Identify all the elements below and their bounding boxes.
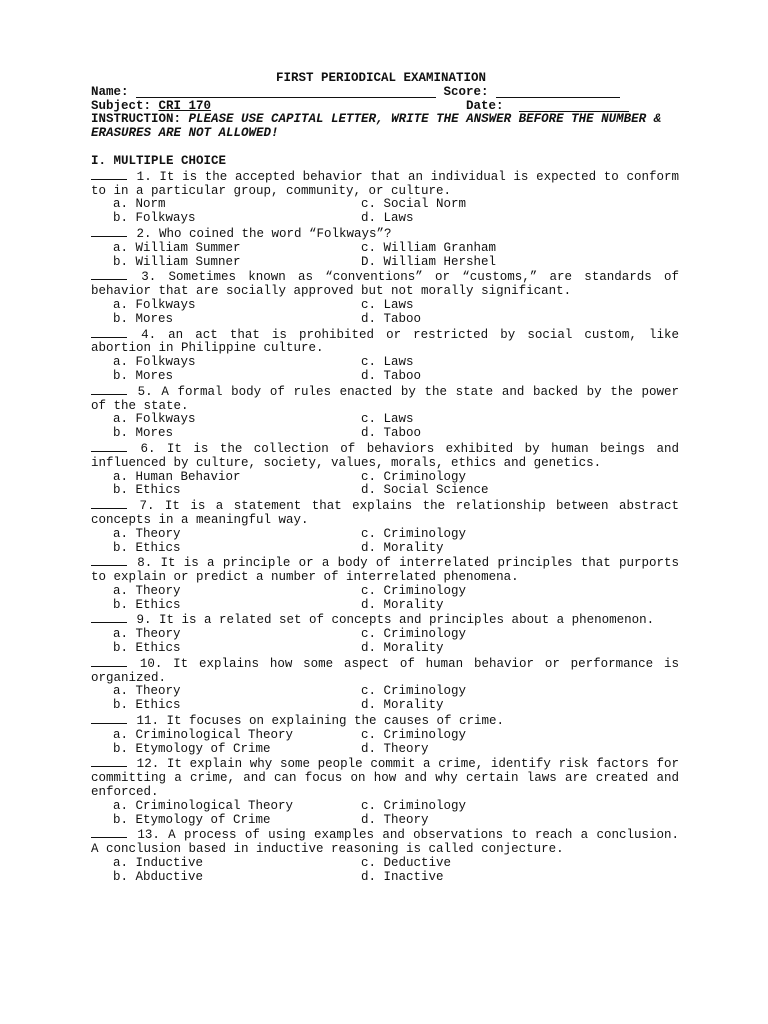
question-text: 8. It is a principle or a body of interrelated principles that purports to explain or predict a number of interrelated phenomena. — [91, 556, 679, 585]
option-grid — [91, 857, 691, 885]
answer-option: b. Etymology of Crime — [113, 812, 271, 827]
answer-option: a. Folkways — [113, 412, 196, 427]
subject-label: Subject: — [91, 98, 152, 113]
answer-option: d. Morality — [361, 597, 444, 612]
answer-option: a. Theory — [113, 627, 181, 642]
answer-option: b. Mores — [113, 426, 174, 441]
option-grid — [91, 800, 691, 828]
subject-value: CRI 170 — [158, 98, 212, 113]
answer-option: c. Laws — [361, 412, 414, 427]
answer-option: d. Morality — [361, 540, 444, 555]
question-text-row — [91, 612, 679, 628]
score-blank[interactable] — [496, 86, 620, 98]
question-item — [91, 612, 691, 655]
answer-option: a. Human Behavior — [113, 469, 241, 484]
answer-option: d. Social Science — [361, 483, 489, 498]
question-item — [91, 756, 691, 827]
answer-option: b. Ethics — [113, 597, 181, 612]
answer-option: d. Taboo — [361, 426, 422, 441]
question-text-row — [91, 269, 679, 299]
answer-option: c. Criminology — [361, 526, 467, 541]
answer-option: d. Taboo — [361, 368, 422, 383]
answer-option: c. William Granham — [361, 240, 497, 255]
answer-blank[interactable] — [91, 827, 127, 838]
option-grid — [91, 242, 691, 270]
answer-option: a. William Summer — [113, 240, 241, 255]
date-label: Date: — [466, 98, 504, 113]
question-item — [91, 327, 691, 384]
section-title: I. MULTIPLE CHOICE — [91, 153, 227, 168]
question-text-row — [91, 441, 679, 471]
question-item — [91, 169, 691, 226]
answer-option: c. Criminology — [361, 798, 467, 813]
answer-blank[interactable] — [91, 327, 127, 338]
exam-document — [91, 72, 691, 885]
option-grid — [91, 356, 691, 384]
answer-blank[interactable] — [91, 713, 127, 724]
answer-option: c. Criminology — [361, 684, 467, 699]
subject-date-row — [91, 100, 691, 114]
answer-option: b. Ethics — [113, 540, 181, 555]
answer-option: D. William Hershel — [361, 254, 497, 269]
name-label: Name: — [91, 84, 129, 99]
question-text: 6. It is the collection of behaviors exhibited by human beings and influenced by culture, society, values, morals, ethics and genetics. — [91, 441, 679, 470]
name-score-row — [91, 86, 691, 100]
answer-option: a. Theory — [113, 526, 181, 541]
answer-option: d. Laws — [361, 211, 414, 226]
answer-blank[interactable] — [91, 612, 127, 623]
option-grid — [91, 299, 691, 327]
option-grid — [91, 585, 691, 613]
question-text: 1. It is the accepted behavior that an individual is expected to conform to in a particular group, community, or culture. — [91, 169, 679, 198]
instruction — [91, 113, 691, 141]
answer-blank[interactable] — [91, 441, 127, 452]
question-text: 2. Who coined the word “Folkways”? — [129, 226, 392, 241]
answer-option: d. Theory — [361, 741, 429, 756]
option-grid — [91, 471, 691, 499]
question-text-row — [91, 555, 679, 585]
answer-option: a. Folkways — [113, 297, 196, 312]
question-item — [91, 384, 691, 441]
answer-option: b. William Sumner — [113, 254, 241, 269]
answer-blank[interactable] — [91, 656, 127, 667]
option-grid — [91, 628, 691, 656]
answer-option: c. Criminology — [361, 583, 467, 598]
answer-blank[interactable] — [91, 555, 127, 566]
question-text: 9. It is a related set of concepts and principles about a phenomenon. — [129, 613, 655, 628]
question-text: 7. It is a statement that explains the relationship between abstract concepts in a meaningful way. — [91, 499, 679, 527]
question-text: 3. Sometimes known as “conventions” or “customs,” are standards of behavior that are socially approved but not morally significant. — [91, 270, 679, 299]
question-text-row — [91, 226, 679, 242]
answer-option: d. Morality — [361, 641, 444, 656]
instruction-label: INSTRUCTION: — [91, 112, 182, 127]
answer-option: d. Morality — [361, 698, 444, 713]
score-label: Score: — [443, 84, 489, 99]
answer-option: a. Criminological Theory — [113, 727, 294, 742]
answer-option: b. Mores — [113, 311, 174, 326]
option-grid — [91, 528, 691, 556]
question-item — [91, 226, 691, 269]
question-item — [91, 713, 691, 756]
answer-option: c. Laws — [361, 355, 414, 370]
answer-option: c. Criminology — [361, 469, 467, 484]
answer-blank[interactable] — [91, 756, 127, 767]
answer-option: a. Theory — [113, 583, 181, 598]
answer-option: d. Inactive — [361, 869, 444, 884]
answer-option: d. Theory — [361, 812, 429, 827]
instruction-text: PLEASE USE CAPITAL LETTER, WRITE THE ANSWER BEFORE THE NUMBER & ERASURES ARE NOT ALLOWED! — [91, 112, 662, 141]
answer-blank[interactable] — [91, 226, 127, 237]
answer-blank[interactable] — [91, 269, 127, 280]
answer-option: b. Ethics — [113, 698, 181, 713]
answer-option: b. Etymology of Crime — [113, 741, 271, 756]
question-item — [91, 441, 691, 498]
question-item — [91, 656, 691, 713]
option-grid — [91, 685, 691, 713]
answer-option: c. Deductive — [361, 856, 452, 871]
answer-blank[interactable] — [91, 384, 127, 395]
answer-blank[interactable] — [91, 498, 127, 509]
answer-option: b. Folkways — [113, 211, 196, 226]
name-blank[interactable] — [136, 86, 436, 98]
question-text-row — [91, 384, 679, 414]
option-grid — [91, 198, 691, 226]
exam-title: FIRST PERIODICAL EXAMINATION — [275, 71, 487, 85]
question-text: 12. It explain why some people commit a crime, identify risk factors for committing a crime, and can focus on how and why certain laws are created and enforced. — [91, 757, 679, 800]
question-text-row — [91, 656, 679, 686]
question-text-row — [91, 756, 679, 799]
question-text-row — [91, 498, 679, 528]
answer-option: b. Abductive — [113, 869, 204, 884]
answer-option: c. Criminology — [361, 627, 467, 642]
answer-option: a. Inductive — [113, 856, 204, 871]
question-item — [91, 555, 691, 612]
answer-option: b. Ethics — [113, 483, 181, 498]
question-item — [91, 269, 691, 326]
question-text-row — [91, 713, 679, 729]
answer-option: a. Folkways — [113, 355, 196, 370]
answer-option: a. Norm — [113, 197, 166, 212]
option-grid — [91, 729, 691, 757]
question-text-row — [91, 327, 679, 357]
question-text: 10. It explains how some aspect of human behavior or performance is organized. — [91, 656, 679, 685]
question-text: 4. an act that is prohibited or restricted by social custom, like abortion in Philippine culture. — [91, 327, 679, 356]
answer-option: b. Mores — [113, 368, 174, 383]
answer-option: a. Theory — [113, 684, 181, 699]
question-item — [91, 498, 691, 555]
answer-option: c. Laws — [361, 297, 414, 312]
answer-blank[interactable] — [91, 169, 127, 180]
question-text: 11. It focuses on explaining the causes of crime. — [129, 714, 505, 729]
question-text-row — [91, 827, 679, 857]
answer-option: c. Criminology — [361, 727, 467, 742]
date-blank[interactable] — [519, 100, 629, 112]
question-item — [91, 827, 691, 884]
question-list — [91, 169, 691, 885]
answer-option: d. Taboo — [361, 311, 422, 326]
option-grid — [91, 413, 691, 441]
question-text: 5. A formal body of rules enacted by the state and backed by the power of the state. — [91, 384, 679, 413]
answer-option: a. Criminological Theory — [113, 798, 294, 813]
answer-option: b. Ethics — [113, 641, 181, 656]
question-text: 13. A process of using examples and observations to reach a conclusion. A conclusion based in inductive reasoning is called conjecture. — [91, 828, 679, 857]
answer-option: c. Social Norm — [361, 197, 467, 212]
question-text-row — [91, 169, 679, 199]
